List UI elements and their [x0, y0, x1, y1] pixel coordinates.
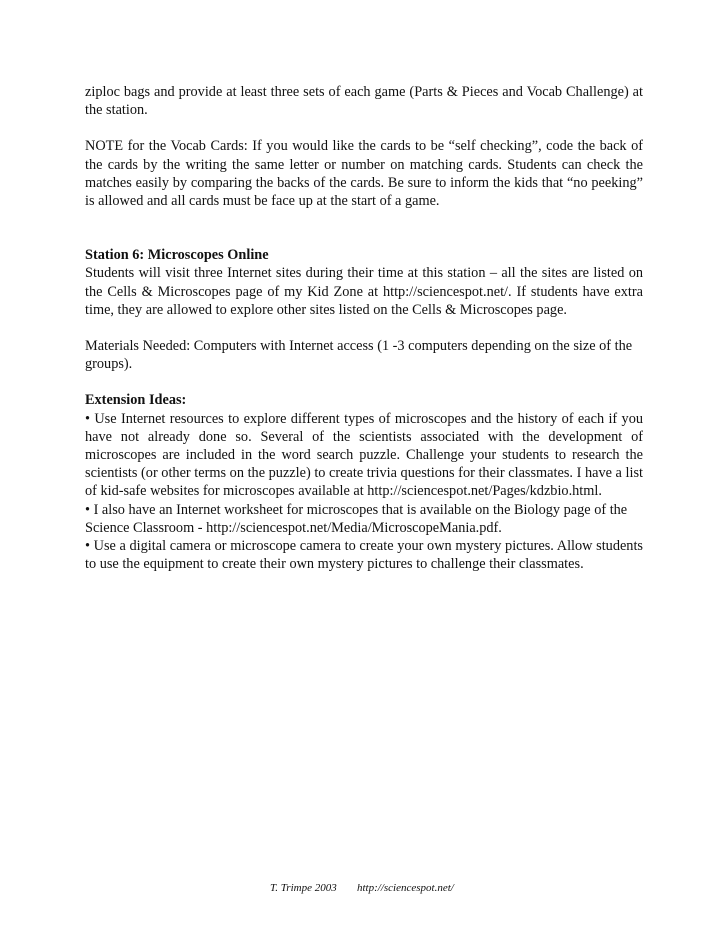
spacer: [85, 373, 643, 391]
paragraph-station-text: Students will visit three Internet sites during their time at this station – all the sites are listed on the Cells & Microscopes page of my Kid Zone at http://sciencespot.net/. If students have extra time, they are allowed to explore other sites listed on the Cells & Microscopes page.: [85, 265, 643, 318]
extension-item-1: • Use Internet resources to explore different types of microscopes and the history of each if you have not already done so. Several of the scientists associated with the development of microscopes are included in the word search puzzle. Challenge your students to research the scientists (or other terms on the puzzle) to create trivia questions for their classmates. I have a list of kid-safe websites for microscopes available at http://sciencespot.net/Pages/kdzbio.html.: [85, 410, 643, 500]
spacer: [85, 210, 643, 246]
spacer: [85, 319, 643, 337]
document-body: [85, 83, 643, 573]
spacer: [85, 119, 643, 137]
extension-item-2: • I also have an Internet worksheet for microscopes that is available on the Biology page of the Science Classroom - http://sciencespot.net/Media/MicroscopeMania.pdf.: [85, 501, 628, 536]
paragraph-ziploc: ziploc bags and provide at least three sets of each game (Parts & Pieces and Vocab Challenge) at the station.: [85, 84, 643, 119]
extension-item-3: • Use a digital camera or microscope camera to create your own mystery pictures. Allow students to use the equipment to create their own mystery pictures to challenge their classmates.: [85, 538, 643, 573]
paragraph-materials: Materials Needed: Computers with Internet access (1 -3 computers depending on the size of the groups).: [85, 338, 633, 373]
paragraph-vocab-note: NOTE for the Vocab Cards: If you would like the cards to be “self checking”, code the back of the cards by the writing the same letter or number on matching cards. Students can check the matches easily by comparing the backs of the cards. Be sure to inform the kids that “no peeking” is allowed and all cards must be face up at the start of a game.: [85, 138, 643, 210]
station-heading: Station 6: Microscopes Online: [85, 247, 269, 264]
footer-url: http://sciencespot.net/: [357, 882, 454, 894]
extension-heading: Extension Ideas:: [85, 392, 187, 409]
footer-author: T. Trimpe 2003: [270, 882, 337, 894]
